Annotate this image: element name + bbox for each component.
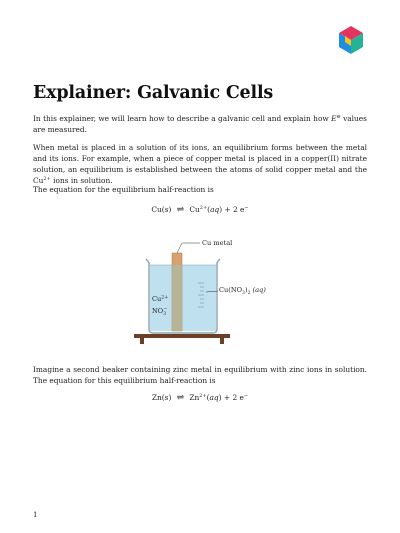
- page-number: 1: [33, 511, 38, 519]
- nagwa-logo-icon: [337, 26, 365, 54]
- label-cu-ion: $Cu^{2+}$: [152, 295, 169, 303]
- metal-ion-equilibrium-paragraph: When metal is placed in a solution of its ions, an equilibrium forms between the metal and its ions. For example, when a piece of copper metal is placed in a copper(II) nitrate solution, an equilibrium is established between the atoms of solid copper metal and the $Cu^{2+}$ ions in solution.: [33, 143, 367, 185]
- label-copper-nitrate-solution: $Cu(NO_3)_2$ (aq): [219, 286, 266, 296]
- zinc-half-reaction-equation: Zn(s) ⇌ $Zn^{2+}(aq) + 2$ e−: [151, 393, 249, 403]
- label-cu-metal: Cu metal: [202, 239, 233, 247]
- half-reaction-intro-paragraph: The equation for the equilibrium half-reaction is: [33, 185, 214, 194]
- page-title: Explainer: Galvanic Cells: [33, 83, 274, 103]
- copper-half-reaction-equation: Cu(s) ⇌ $Cu^{2+}(aq) + 2$ e−: [151, 205, 249, 215]
- beaker-diagram: [130, 225, 290, 345]
- zinc-beaker-paragraph: Imagine a second beaker containing zinc metal in equilibrium with zinc ions in solution. The equation for this equilibrium half-reaction is: [33, 365, 367, 385]
- intro-paragraph: In this explainer, we will learn how to describe a galvanic cell and explain how E⊖ values are measured.: [33, 114, 367, 134]
- label-nitrate-ion: $NO_3-$: [152, 307, 168, 317]
- equilibrium-arrow-icon: ⇌: [176, 393, 185, 403]
- equilibrium-arrow-icon: ⇌: [176, 205, 185, 215]
- stand-base: [134, 334, 230, 338]
